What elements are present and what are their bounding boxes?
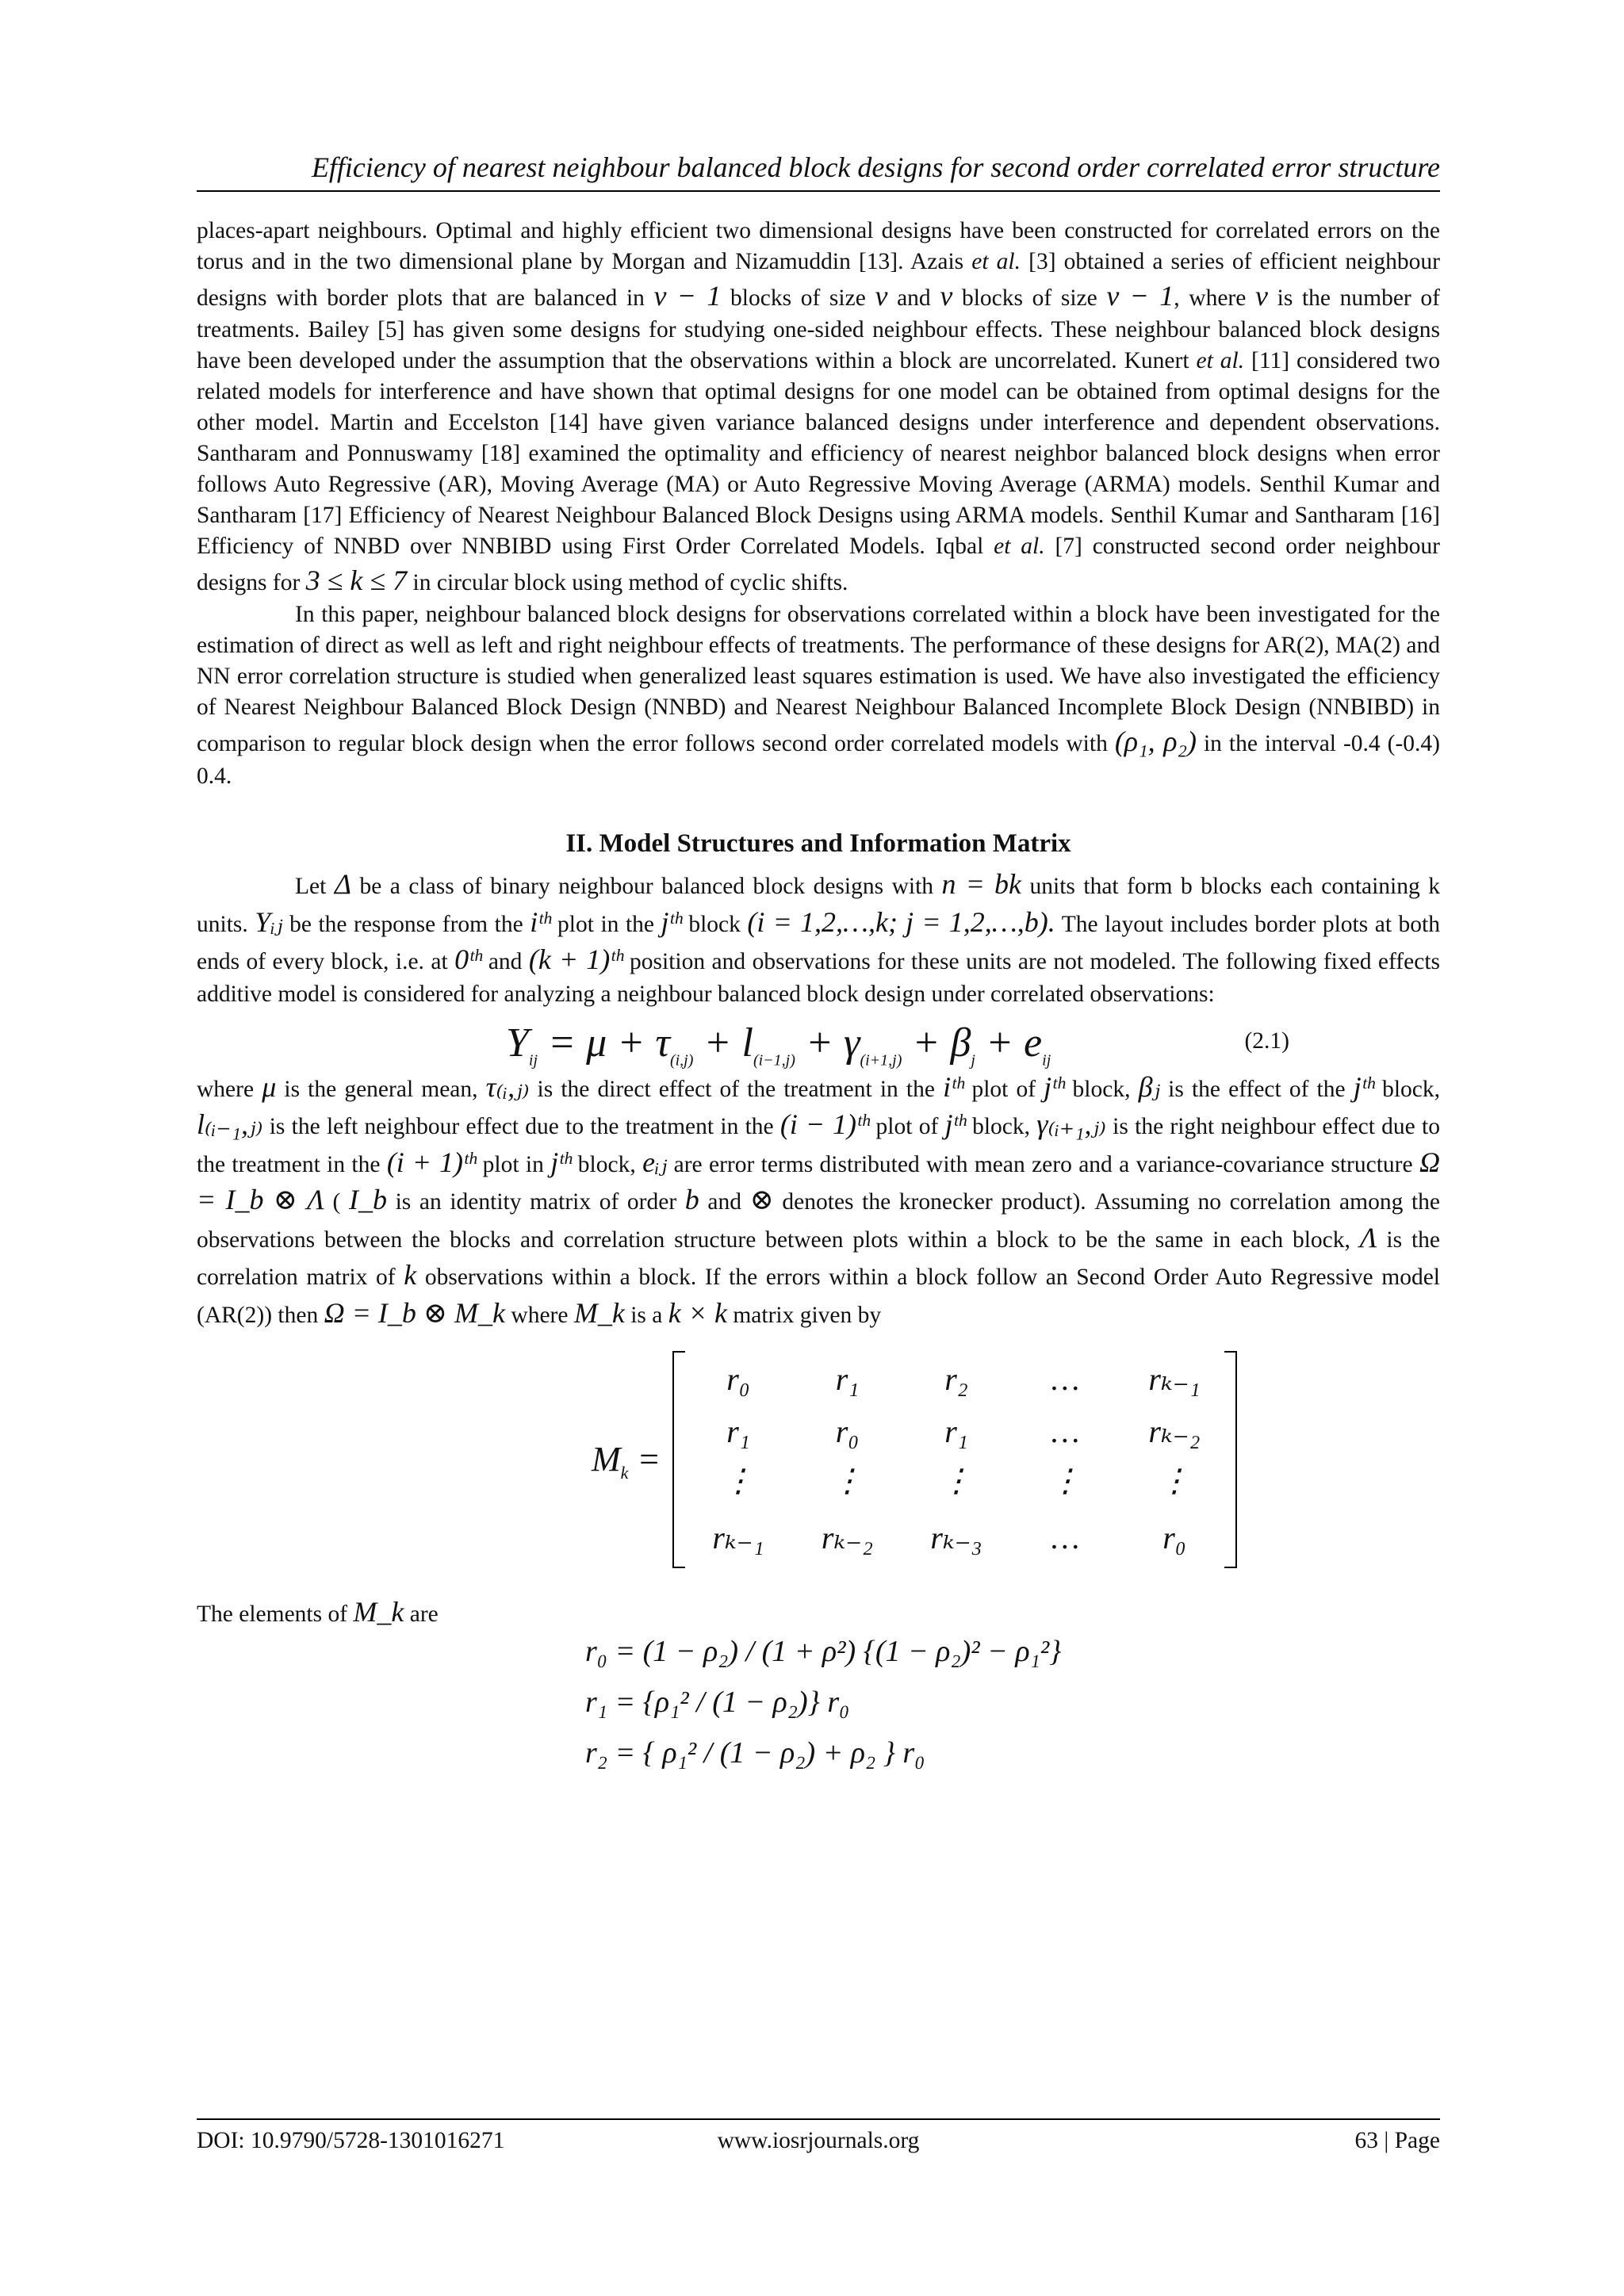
math-eij: eᵢⱼ bbox=[642, 1146, 668, 1178]
matrix-symbol: M bbox=[592, 1440, 621, 1479]
matrix-cell: ⋮ bbox=[1049, 1463, 1082, 1499]
matrix-right-bracket bbox=[1224, 1351, 1237, 1568]
math-b: b bbox=[684, 1184, 699, 1216]
matrix-label bbox=[592, 1437, 661, 1484]
text-run: are bbox=[404, 1601, 439, 1628]
math-mk: M_k bbox=[353, 1596, 404, 1628]
matrix-row bbox=[695, 1517, 1218, 1559]
text-run: and bbox=[887, 285, 940, 311]
text-run: and bbox=[481, 949, 529, 975]
text-run: denotes the kronecker product). Assuming no correlation among the observations between the blocks and correlation structure between plots within a block to be the same in each block, bbox=[197, 1189, 1440, 1253]
text-run: is the correlation matrix of bbox=[197, 1226, 1441, 1291]
elements-label bbox=[197, 1594, 1440, 1632]
text-run: is an identity matrix of order bbox=[386, 1189, 685, 1215]
matrix-cell: r₂ bbox=[944, 1361, 968, 1398]
matrix-cell: … bbox=[1051, 1520, 1080, 1556]
text-run: where bbox=[505, 1302, 574, 1328]
math-jth: jᵗʰ bbox=[944, 1108, 966, 1141]
matrix-left-bracket bbox=[672, 1351, 685, 1568]
et-al: et al. bbox=[994, 533, 1045, 559]
math-lambda: Λ bbox=[1359, 1221, 1377, 1253]
text-run: is the left neighbour effect due to the treatment in the bbox=[262, 1114, 780, 1140]
math-mk: M_k bbox=[573, 1296, 625, 1329]
text-run: blocks of size bbox=[952, 285, 1107, 311]
text-run: matrix given by bbox=[726, 1302, 882, 1328]
text-run: ( bbox=[324, 1189, 349, 1215]
matrix-mk bbox=[197, 1343, 1440, 1581]
intro-paragraph-2 bbox=[197, 599, 1440, 791]
math-v: v bbox=[875, 279, 888, 312]
eq-sub: j bbox=[971, 1051, 975, 1070]
matrix-cell: r₀ bbox=[726, 1361, 750, 1398]
doi-text: DOI: 10.9790/5728-1301016271 bbox=[197, 2128, 505, 2153]
text-run: Let bbox=[295, 874, 335, 900]
text-run: be the response from the bbox=[282, 911, 530, 937]
math-delta: Δ bbox=[334, 868, 351, 901]
element-equation-r0 bbox=[197, 1632, 1440, 1682]
eq-sub: ij bbox=[528, 1051, 538, 1070]
math-v: v bbox=[940, 279, 953, 312]
matrix-cell: r₁ bbox=[944, 1414, 968, 1450]
matrix-cell: ⋮ bbox=[940, 1463, 972, 1499]
text-run: plot in the bbox=[550, 911, 661, 937]
math-kplus1-th: (k + 1)ᵗʰ bbox=[528, 943, 623, 976]
eq-y: Y bbox=[506, 1020, 529, 1066]
math-l-term: l₍ᵢ₋₁,ⱼ₎ bbox=[197, 1108, 263, 1141]
eq-sub: (i−1,j) bbox=[753, 1051, 795, 1070]
matrix-cell: rₖ₋₃ bbox=[930, 1520, 982, 1556]
math-k-range: 3 ≤ k ≤ 7 bbox=[305, 564, 408, 596]
text-run: is the number of treatments. Bailey [5] has given some designs for studying one-sided neighbour effects. These neighbour balanced block designs have been developed under the assumption that the observations within a block are uncorrelated. Kunert bbox=[197, 285, 1440, 374]
text-run: [11] considered two related models for interference and have shown that optimal designs for one model can be obtained from optimal designs for the other model. Martin and Eccelston [14] have given variance balanced designs under interference and dependent observations. Santharam and Ponnuswamy [18] examined the optimality and efficiency of nearest neighbor balanced block designs when error follows Auto Regressive (AR), Moving Average (MA) or Auto Regressive Moving Average (ARMA) models. Senthil Kumar and Santharam [17] Efficiency of Nearest Neighbour Balanced Block Designs using ARMA models. Senthil Kumar and Santharam [16] Efficiency of NNBD over NNBIBD using First Order Correlated Models. Iqbal bbox=[197, 348, 1440, 559]
math-v-minus-1: v − 1 bbox=[1106, 279, 1174, 312]
text-run: block, bbox=[965, 1114, 1037, 1140]
journal-website-link[interactable]: www.iosrjournals.org bbox=[717, 2128, 920, 2153]
text-run: [7] constructed second order neighbour designs for bbox=[197, 533, 1440, 595]
et-al: et al. bbox=[971, 248, 1021, 274]
math-jth: jᵗʰ bbox=[1353, 1070, 1374, 1103]
eq-sub: (i,j) bbox=[669, 1051, 694, 1070]
math-zero-th: 0ᵗʰ bbox=[454, 943, 482, 976]
element-equation-r1 bbox=[197, 1682, 1440, 1733]
math-tau: τ₍ᵢ,ⱼ₎ bbox=[485, 1070, 530, 1103]
matrix-cell: r₁ bbox=[726, 1414, 750, 1450]
text-run: units that form b blocks each containing k units. bbox=[197, 874, 1441, 937]
text-run: position and observations for these units are not modeled. The following fixed effects additive model is considered for analyzing a neighbour balanced block design under correlated observations: bbox=[197, 949, 1440, 1007]
text-run: plot of bbox=[963, 1076, 1044, 1102]
equation-r1: r₁ = {ρ₁² / (1 − ρ₂)} r₀ bbox=[585, 1685, 850, 1719]
text-run: places-apart neighbours. Optimal and highly efficient two dimensional designs have been constructed for correlated errors on the torus and in the two dimensional plane by Morgan and Nizamuddin [13]. Azais bbox=[197, 218, 1440, 274]
math-v: v bbox=[1254, 279, 1268, 312]
math-kxk: k × k bbox=[668, 1296, 727, 1329]
matrix-row bbox=[695, 1359, 1218, 1401]
model-paragraph bbox=[197, 866, 1440, 1009]
text-run: , where bbox=[1174, 285, 1255, 311]
text-run: block, bbox=[1373, 1076, 1440, 1102]
matrix-equals: = bbox=[628, 1440, 661, 1479]
matrix-cell: r₀ bbox=[1162, 1520, 1186, 1556]
math-iplus1-th: (i + 1)ᵗʰ bbox=[386, 1146, 477, 1178]
text-run: The layout includes border plots at both ends of every block, i.e. at bbox=[197, 911, 1441, 975]
eq-l: + l bbox=[693, 1020, 753, 1066]
eq-tau: τ bbox=[655, 1020, 670, 1066]
text-run: blocks of size bbox=[721, 285, 875, 311]
eq-sub: ij bbox=[1042, 1051, 1051, 1070]
section-heading: II. Model Structures and Information Matrix bbox=[565, 828, 1071, 858]
math-iminus1-th: (i − 1)ᵗʰ bbox=[779, 1108, 870, 1141]
matrix-cell: rₖ₋₁ bbox=[1148, 1361, 1201, 1398]
equation-body bbox=[506, 1016, 1051, 1071]
matrix-cell: rₖ₋₁ bbox=[712, 1520, 764, 1556]
eq-e: + e bbox=[975, 1020, 1043, 1066]
math-mu: μ bbox=[262, 1070, 277, 1103]
math-yij: Yᵢⱼ bbox=[255, 905, 283, 938]
matrix-row bbox=[695, 1411, 1218, 1453]
element-equation-r2 bbox=[197, 1733, 1440, 1784]
matrix-cell: rₖ₋₂ bbox=[821, 1520, 874, 1556]
math-ith: iᵗʰ bbox=[530, 905, 551, 938]
footer-divider bbox=[197, 2118, 1440, 2120]
text-run: block, bbox=[1064, 1076, 1139, 1102]
matrix-cell: r₀ bbox=[835, 1414, 860, 1450]
running-header: Efficiency of nearest neighbour balanced block designs for second order correlated error structure bbox=[311, 151, 1440, 183]
math-omega-lambda: Ω = I_b ⊗ Λ bbox=[197, 1146, 1440, 1216]
where-paragraph bbox=[197, 1069, 1440, 1333]
math-omega-m: Ω = I_b ⊗ M_k bbox=[324, 1296, 506, 1329]
text-run: block bbox=[681, 911, 748, 937]
matrix-cell: ⋮ bbox=[831, 1463, 864, 1499]
text-run: plot in bbox=[476, 1151, 551, 1177]
text-run: observations within a block. If the errors within a block follow an Second Order Auto Regressive model (AR(2)) then bbox=[197, 1265, 1440, 1328]
equation-2-1 bbox=[197, 1010, 1440, 1069]
eq-sub: (i+1,j) bbox=[860, 1051, 902, 1070]
math-jth: jᵗʰ bbox=[1044, 1070, 1065, 1103]
text-run: in circular block using method of cyclic shifts. bbox=[407, 569, 848, 595]
text-run: In this paper, neighbour balanced block designs for observations correlated within a block have been investigated for the estimation of direct as well as left and right neighbour effects of treatments. The performance of these designs for AR(2), MA(2) and NN error correlation structure is studied when generalized least squares estimation is used. We have also investigated the efficiency of Nearest Neighbour Balanced Block Design (NNBD) and Nearest Neighbour Balanced Incomplete Block Design (NNBIBD) in comparison to regular block design when the error follows second order correlated models with bbox=[197, 602, 1440, 757]
intro-paragraph-1 bbox=[197, 216, 1440, 599]
matrix-cell: r₁ bbox=[835, 1361, 860, 1398]
matrix-cell: ⋮ bbox=[722, 1463, 754, 1499]
text-run: is the right neighbour effect due to the treatment in the bbox=[197, 1114, 1440, 1177]
matrix-subscript: k bbox=[620, 1463, 629, 1483]
math-k: k bbox=[404, 1259, 417, 1292]
math-v-minus-1: v − 1 bbox=[653, 279, 722, 312]
text-run: is the general mean, bbox=[276, 1076, 486, 1102]
matrix-cell: … bbox=[1051, 1361, 1080, 1398]
math-n-bk: n = bk bbox=[941, 868, 1022, 901]
et-al: et al. bbox=[1196, 348, 1245, 374]
matrix-cell: … bbox=[1051, 1414, 1080, 1450]
matrix-row bbox=[695, 1460, 1218, 1502]
math-ib: I_b bbox=[348, 1184, 387, 1216]
math-jth: jᵗʰ bbox=[661, 905, 682, 938]
text-run: is the effect of the bbox=[1160, 1076, 1354, 1102]
text-run: block, bbox=[571, 1151, 643, 1177]
header-divider bbox=[197, 190, 1440, 192]
text-run: are error terms distributed with mean zero and a variance-covariance structure bbox=[667, 1151, 1419, 1177]
math-otimes: ⊗ bbox=[749, 1184, 774, 1216]
math-beta: βⱼ bbox=[1138, 1070, 1161, 1103]
page-number: 63 | Page bbox=[1354, 2128, 1440, 2153]
text-run: The elements of bbox=[197, 1601, 354, 1628]
text-run: in the interval -0.4 (-0.4) 0.4. bbox=[197, 731, 1440, 789]
eq-beta: + β bbox=[902, 1020, 971, 1066]
text-run: [3] obtained a series of efficient neighbour designs with border plots that are balanced in bbox=[197, 248, 1440, 311]
text-run: is the direct effect of the treatment in the bbox=[529, 1076, 944, 1102]
eq-gamma: + γ bbox=[795, 1020, 860, 1066]
equation-r0: r₀ = (1 − ρ₂) / (1 + ρ²) {(1 − ρ₂)² − ρ₁²} bbox=[585, 1634, 1062, 1668]
matrix-cell: ⋮ bbox=[1159, 1463, 1190, 1499]
math-rho-pair: (ρ₁, ρ₂) bbox=[1114, 725, 1197, 758]
page-body bbox=[197, 216, 1440, 1784]
eq-term: = μ + bbox=[538, 1020, 656, 1066]
math-jth: jᵗʰ bbox=[550, 1146, 572, 1178]
text-run: plot of bbox=[869, 1114, 945, 1140]
text-run: where bbox=[197, 1076, 262, 1102]
equation-number: (2.1) bbox=[1244, 1027, 1289, 1054]
math-gamma: γ₍ᵢ₊₁,ⱼ₎ bbox=[1036, 1108, 1106, 1141]
text-run: is a bbox=[624, 1302, 668, 1328]
text-run: be a class of binary neighbour balanced block designs with bbox=[350, 874, 942, 900]
math-ith: iᵗʰ bbox=[943, 1070, 964, 1103]
matrix-cell: rₖ₋₂ bbox=[1148, 1414, 1201, 1450]
equation-r2: r₂ = { ρ₁² / (1 − ρ₂) + ρ₂ } r₀ bbox=[585, 1735, 925, 1770]
math-index-range: (i = 1,2,…,k; j = 1,2,…,b). bbox=[747, 905, 1055, 938]
text-run: and bbox=[699, 1189, 750, 1215]
